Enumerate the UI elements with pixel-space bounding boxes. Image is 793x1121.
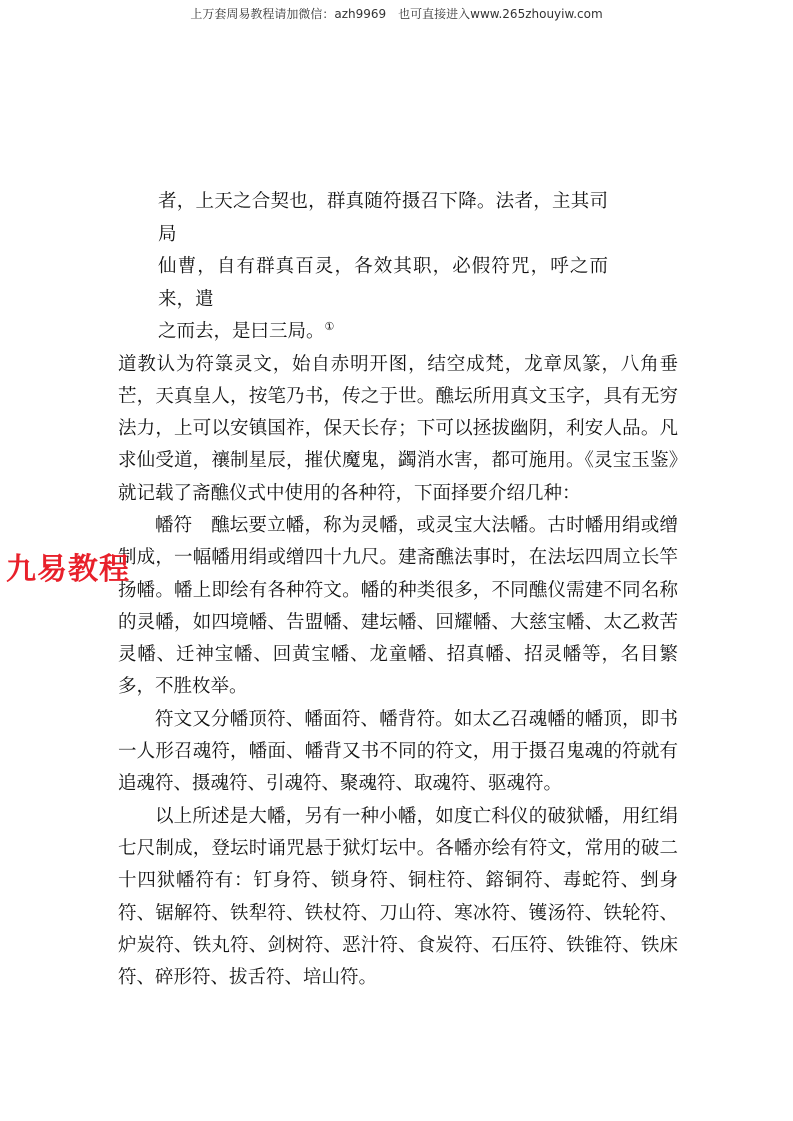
paragraph: 幡符 醮坛要立幡，称为灵幡，或灵宝大法幡。古时幡用绢或缯制成，一幅幡用绢或缯四十九尺。建斋醮法事时，在法坛四周立长竿扬幡。幡上即绘有各种符文。幡的种类很多，不同醮仪需建不同名称的灵幡，如四境幡、告盟幡、建坛幡、回耀幡、大慈宝幡、太乙救苦灵幡、迁神宝幡、回黄宝幡、龙童幡、招真幡、招灵幡等，名目繁多，不胜枚举。 (118, 514, 678, 698)
quote-line-text: 之而去，是曰三局。 (158, 321, 325, 342)
quoted-passage (118, 186, 678, 349)
paragraph: 道教认为符箓灵文，始自赤明开图，结空成梵，龙章凤篆，八角垂芒，天真皇人，按笔乃书，传之于世。醮坛所用真文玉字，具有无穷法力，上可以安镇国祚，保天长存；下可以拯拔幽阴，利安人品。凡求仙受道，禳制星辰，摧伏魔鬼，蠲消水害，都可施用。《灵宝玉鉴》就记载了斋醮仪式中使用的各种符，下面择要介绍几种： (118, 353, 678, 504)
paragraph: 符文又分幡顶符、幡面符、幡背符。如太乙召魂幡的幡顶，即书一人形召魂符，幡面、幡背又书不同的符文，用于摄召鬼魂的符就有追魂符、摄魂符、引魂符、聚魂符、取魂符、驱魂符。 (118, 708, 678, 795)
page-content (118, 186, 678, 994)
quote-line: 仙曹，自有群真百灵，各效其职，必假符咒，呼之而来，遣 (158, 256, 608, 310)
page-header-banner: 上万套周易教程请加微信：azh9969 也可直接进入www.265zhouyiw.com (190, 7, 603, 21)
quote-line (158, 316, 608, 349)
body-text (118, 349, 678, 995)
paragraph: 以上所述是大幡，另有一种小幡，如度亡科仪的破狱幡，用红绢七尺制成，登坛时诵咒悬于狱灯坛中。各幡亦绘有符文，常用的破二十四狱幡符有：钉身符、锁身符、铜柱符、鎔铜符、毒蛇符、剉身符、锯解符、铁犁符、铁杖符、刀山符、寒冰符、镬汤符、铁轮符、炉炭符、铁丸符、剑树符、恶汁符、食炭符、石压符、铁锥符、铁床符、碎形符、拔舌符、培山符。 (118, 805, 678, 989)
watermark-logo: 九易教程 (6, 552, 130, 587)
quote-line: 者，上天之合契也，群真随符摄召下降。法者，主其司局 (158, 191, 608, 245)
footnote-marker: ① (324, 319, 335, 333)
